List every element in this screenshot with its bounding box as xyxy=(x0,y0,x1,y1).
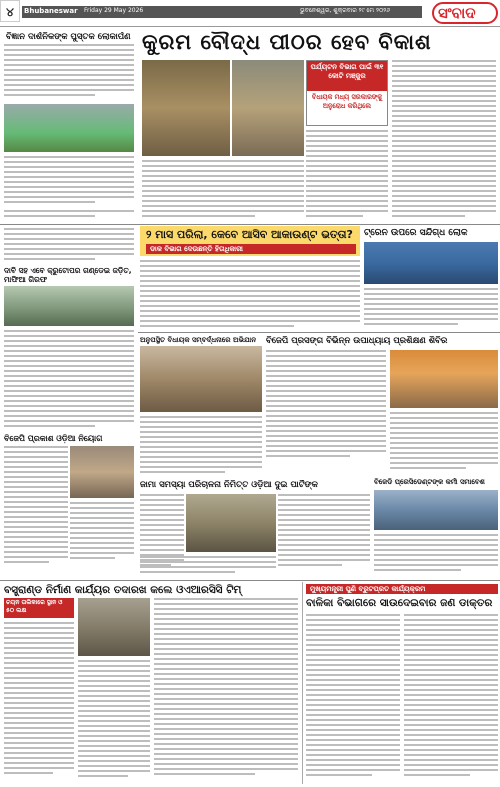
rule-3 xyxy=(0,580,500,581)
newspaper-logo xyxy=(432,2,498,24)
bottom-left-headline: ବସ୍ତ୍ରାଣ୍ଡ ନିର୍ମାଣ କାର୍ଯ୍ୟର ତଦାରଖ କଲେ ଓଏଆରସିସି ଟିମ୍ xyxy=(4,584,242,596)
left-top-photo xyxy=(4,104,134,152)
lead-callout xyxy=(306,60,388,126)
col-body xyxy=(140,416,262,476)
train-photo xyxy=(364,242,498,284)
jama-body-2 xyxy=(278,494,370,570)
col-photo xyxy=(140,346,262,412)
lead-photo-1 xyxy=(142,60,230,156)
bilaspur-headline: ବିଜେପି ପ୍ରକାଶ ଓଡ଼ିଆ ନିୟୋଗ xyxy=(4,434,103,443)
bottom-left-body-3 xyxy=(154,598,298,782)
bottom-right-body-2 xyxy=(404,614,498,782)
lead-headline: କୁରମ ବୌଦ୍ଧ ପୀଠର ହେବ ବିକାଶ xyxy=(142,30,432,54)
bottom-right-body-1 xyxy=(306,614,400,782)
shibir-headline: ବିଜେପି ପ୍ରସଙ୍ଗ ବିଭିନ୍ନ ଉପାଧ୍ୟାୟ ପ୍ରଶିକ୍ଷଣ ଶିବିର xyxy=(266,336,448,346)
masthead-date-odia: ଭୁବନେଶ୍ୱର, ଶୁକ୍ରବାର ୨୯ ମେ ୨୦୨୬ xyxy=(300,7,391,14)
train-headline: ଟ୍ରେନ ଉପରେ ସନ୍ଦିଗ୍ଧ ଲୋକ xyxy=(364,228,468,238)
mid-left-body xyxy=(4,330,134,430)
jdc-body xyxy=(374,534,498,576)
left-top-headline: ବିଜ୍ଞାନ ଦାର୍ଶନିକଙ୍କ ପୁସ୍ତକ ଲୋକାର୍ପଣ xyxy=(6,32,131,42)
masthead-city: Bhubaneswar xyxy=(24,7,78,15)
left-top-body xyxy=(4,44,134,102)
bilaspur-photo xyxy=(70,446,134,498)
bottom-left-kicker: ଚୟନ ତାଲିକାରେ ସ୍ଥାନ ଓ ୫୦ ଲକ୍ଷ xyxy=(6,599,63,614)
bottom-left-body-2 xyxy=(78,660,150,782)
bilaspur-body-2 xyxy=(70,502,134,566)
ticker-sub: ଡାକ ବିଭାଗ ଦେଉଛନ୍ତି ହିତାଧିକାରୀ xyxy=(150,245,243,253)
left-mid-body xyxy=(4,228,134,264)
left-top-body-2 xyxy=(4,156,134,208)
lead-photo-2 xyxy=(232,60,304,156)
bottom-right-headline: ବାଳିକା ବିଭାଗରେ ସାଉଦେଇବାର ଜଣ ଡାକ୍ତର xyxy=(306,597,493,609)
lead-body-mid xyxy=(306,130,388,220)
bilaspur-body-1 xyxy=(4,446,68,566)
lead-body-right xyxy=(392,60,496,220)
shibir-body-2 xyxy=(390,412,498,472)
lead-callout-sub: ବିଧାୟକ ମଧ୍ୟ ସରକାରଙ୍କୁ ଅନୁରୋଧ କରିଥିଲେ xyxy=(311,93,383,110)
mid-left-photo xyxy=(4,286,134,326)
jdc-headline: ବିଜେଡି ପ୍ରେସିଡେଣ୍ଟଙ୍କ କର୍ମୀ ସମାବେଶ xyxy=(374,478,485,486)
mid-left-headline: ଦାବି ସହ ଏବେ କ୍ରୁଟୋପର ଗଣ୍ଡେଇ ଜଡ଼ିତ, ମାଫିଆ ଗିରଫ xyxy=(4,266,132,284)
bottom-left-photo xyxy=(78,598,150,656)
jama-headline: ଜାମା ସମସ୍ୟା ପରିଚାଳନା ନିମିତ୍ତ ଓଡ଼ିଆ ଦୁଇ ପାର୍ଟିଙ୍କ xyxy=(140,480,318,490)
bottom-right-kicker: ମୁଖ୍ୟମନ୍ତ୍ରୀ ପୁଣି ବ୍ରୁଟପ୍ରତ କାର୍ଯ୍ୟକ୍ରମ xyxy=(310,585,426,593)
rule-2 xyxy=(138,332,500,333)
masthead-rule xyxy=(0,26,500,27)
logo-text: ସଂବାଦ xyxy=(438,4,476,22)
jdc-photo xyxy=(374,490,498,530)
ticker-headline: ୨ ମାସ ପରିଲା, କେବେ ଆସିବ ଆକାଉଣ୍ଟ ଭତ୍ତା? xyxy=(146,228,353,241)
page-number: ୪ xyxy=(0,0,20,22)
col-divider xyxy=(302,582,303,784)
left-top-body-3 xyxy=(4,210,134,222)
jama-photo xyxy=(186,494,276,552)
rule-1 xyxy=(0,224,500,225)
ticker-body xyxy=(140,260,360,328)
lead-body-left xyxy=(142,160,304,220)
masthead-date-english: Friday 29 May 2026 xyxy=(84,7,144,14)
bottom-left-body-1 xyxy=(4,622,74,782)
train-body xyxy=(364,288,498,328)
shibir-photo xyxy=(390,350,498,408)
col-headline: ଅନୁପସ୍ଥିତ ବିଧାୟକ ସମ୍ବର୍ଦ୍ଧନାରେ ଅଭିଯାନ xyxy=(140,336,257,344)
shibir-body xyxy=(266,350,386,460)
jama-body-3 xyxy=(140,556,276,576)
lead-callout-title: ପର୍ଯ୍ୟଟନ ବିଭାଗ ପାଇଁ ୩୧ କୋଟି ମଞ୍ଜୁର xyxy=(307,61,387,91)
